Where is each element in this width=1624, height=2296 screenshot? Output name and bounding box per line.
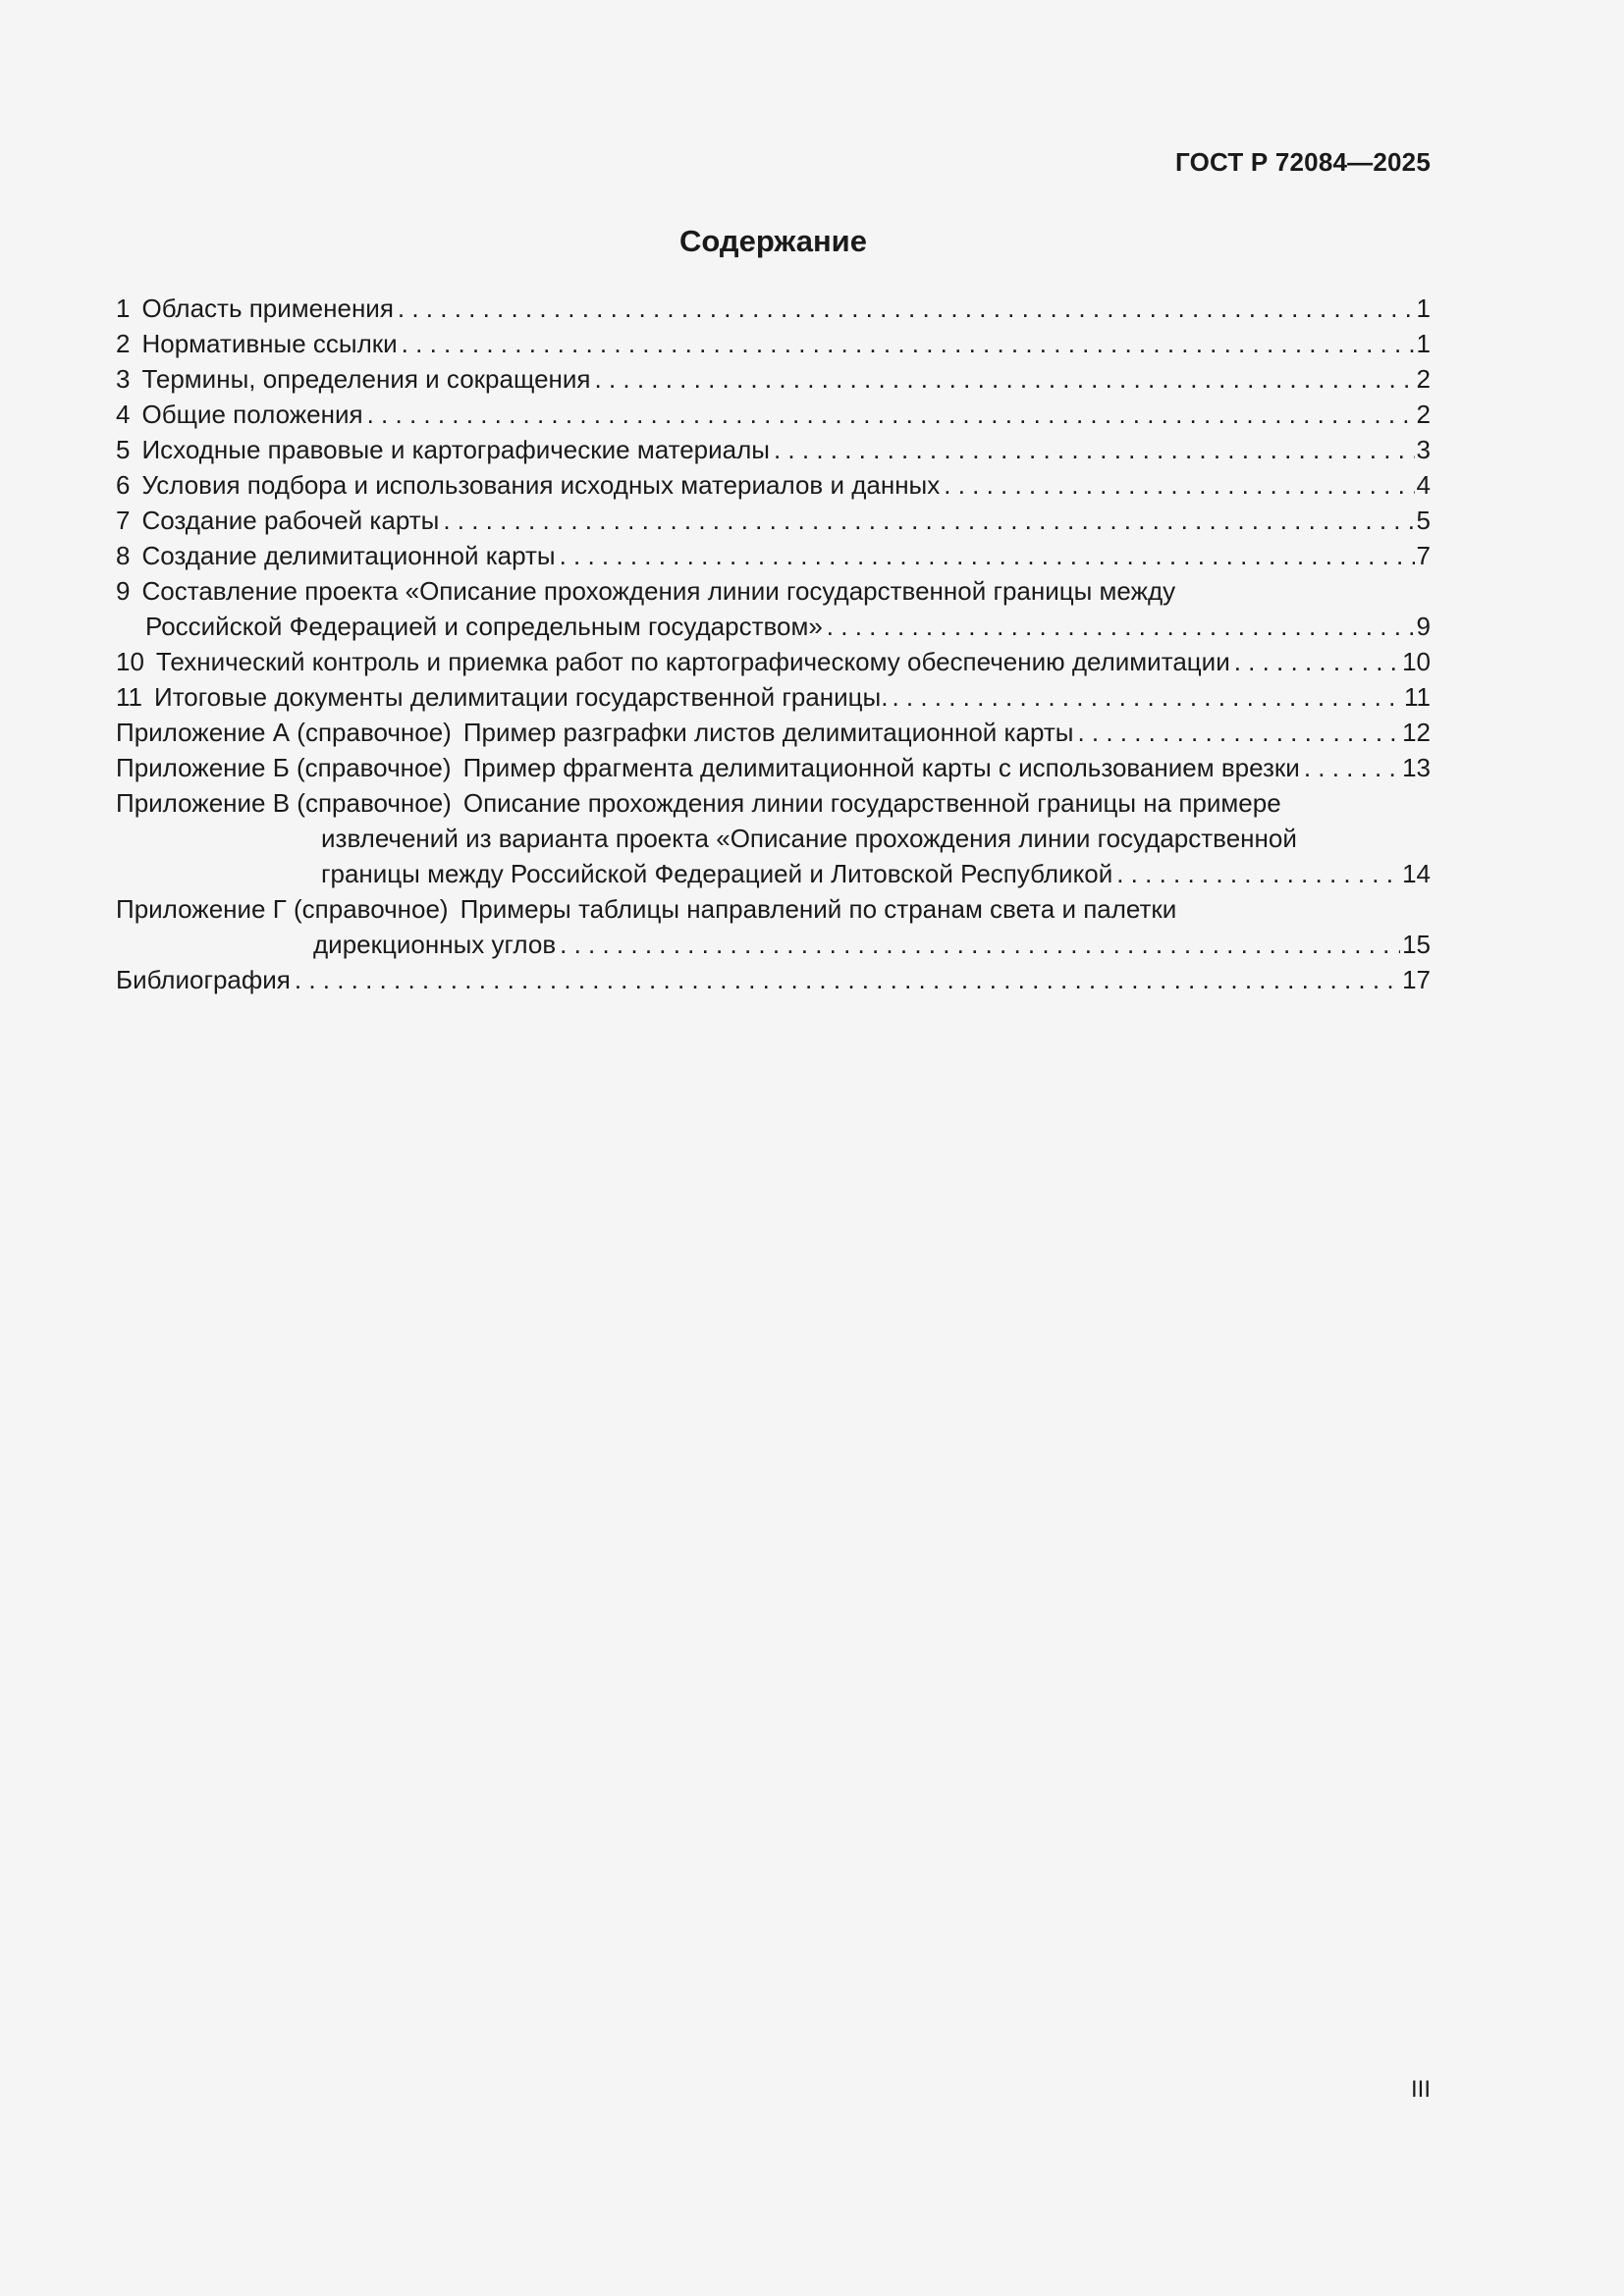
toc-entry-6[interactable]	[116, 467, 1431, 503]
bibliography-title: Библиография	[116, 965, 291, 994]
document-code: ГОСТ Р 72084—2025	[1175, 147, 1431, 177]
page-number: III	[1410, 2076, 1431, 2103]
toc-entry-title: Итоговые документы делимитации государственной границы.	[154, 682, 889, 712]
dot-leader	[827, 609, 1415, 644]
toc-entry-number: 1	[116, 294, 131, 323]
toc-entry-number: 7	[116, 506, 131, 535]
dot-leader	[402, 326, 1415, 361]
dot-leader	[1116, 856, 1400, 891]
toc-entry-page: 1	[1416, 294, 1431, 323]
dot-leader	[367, 397, 1415, 432]
toc-entry-page: 1	[1416, 329, 1431, 358]
toc-entry-title: Общие положения	[141, 400, 363, 429]
toc-entry-page: 7	[1416, 541, 1431, 570]
toc-entry-title: Область применения	[141, 294, 394, 323]
dot-leader	[944, 467, 1414, 503]
dot-leader	[1077, 715, 1400, 750]
appendix-page: 14	[1402, 859, 1431, 888]
dot-leader	[1234, 644, 1400, 679]
toc-entry-page: 2	[1416, 400, 1431, 429]
appendix-label: Приложение А (справочное)	[116, 718, 452, 747]
appendix-page: 12	[1402, 718, 1431, 747]
toc-entry-title: Создание рабочей карты	[141, 506, 440, 535]
dot-leader	[443, 503, 1414, 538]
appendix-title: Пример разграфки листов делимитационной карты	[462, 718, 1074, 747]
table-of-contents	[116, 291, 1431, 997]
toc-entry-11[interactable]	[116, 679, 1431, 715]
toc-entry-number: 4	[116, 400, 131, 429]
toc-entry-title: Нормативные ссылки	[141, 329, 398, 358]
toc-title: Содержание	[679, 224, 867, 258]
toc-entry-number: 8	[116, 541, 131, 570]
appendix-label: Приложение В (справочное)	[116, 788, 452, 818]
appendix-title-line2: извлечений из варианта проекта «Описание прохождения линии государственной	[321, 824, 1297, 853]
dot-leader	[1304, 750, 1400, 785]
toc-entry-title: Термины, определения и сокращения	[141, 364, 591, 394]
toc-appendix-g[interactable]	[116, 891, 1431, 962]
toc-entry-10[interactable]	[116, 644, 1431, 679]
toc-entry-page: 5	[1416, 506, 1431, 535]
toc-entry-page: 9	[1416, 612, 1431, 641]
toc-entry-7[interactable]	[116, 503, 1431, 538]
toc-entry-9[interactable]	[116, 573, 1431, 644]
toc-entry-page: 3	[1416, 435, 1431, 464]
toc-entry-5[interactable]	[116, 432, 1431, 467]
dot-leader	[560, 538, 1415, 573]
toc-entry-page: 2	[1416, 364, 1431, 394]
toc-entry-number: 6	[116, 470, 131, 500]
appendix-page: 15	[1402, 930, 1431, 959]
toc-entry-4[interactable]	[116, 397, 1431, 432]
toc-entry-number: 9	[116, 576, 131, 606]
toc-entry-title: Технический контроль и приемка работ по картографическому обеспечению делимитации	[155, 647, 1230, 676]
dot-leader	[295, 962, 1400, 997]
appendix-title-line2: дирекционных углов	[313, 930, 557, 959]
toc-entry-3[interactable]	[116, 361, 1431, 397]
appendix-title-line1: Примеры таблицы направлений по странам света и палетки	[460, 894, 1177, 924]
toc-entry-number: 3	[116, 364, 131, 394]
dot-leader	[892, 679, 1402, 715]
toc-entry-2[interactable]	[116, 326, 1431, 361]
toc-entry-number: 10	[116, 647, 144, 676]
toc-entry-title-line2: Российской Федерацией и сопредельным государством»	[145, 612, 823, 641]
toc-entry-8[interactable]	[116, 538, 1431, 573]
toc-entry-title: Условия подбора и использования исходных материалов и данных	[141, 470, 941, 500]
toc-entry-page: 10	[1402, 647, 1431, 676]
dot-leader	[560, 927, 1400, 962]
toc-entry-number: 5	[116, 435, 131, 464]
toc-bibliography[interactable]	[116, 962, 1431, 997]
toc-appendix-a[interactable]	[116, 715, 1431, 750]
toc-entry-title: Создание делимитационной карты	[141, 541, 556, 570]
appendix-label: Приложение Г (справочное)	[116, 894, 449, 924]
toc-entry-title: Исходные правовые и картографические материалы	[141, 435, 770, 464]
dot-leader	[595, 361, 1415, 397]
appendix-title-line1: Описание прохождения линии государственной границы на примере	[462, 788, 1281, 818]
appendix-label: Приложение Б (справочное)	[116, 753, 452, 782]
toc-entry-1[interactable]	[116, 291, 1431, 326]
toc-appendix-b[interactable]	[116, 750, 1431, 785]
toc-entry-number: 11	[116, 682, 142, 712]
toc-entry-number: 2	[116, 329, 131, 358]
toc-entry-page: 4	[1416, 470, 1431, 500]
appendix-title-line3: границы между Российской Федерацией и Литовской Республикой	[321, 859, 1113, 888]
bibliography-page: 17	[1402, 965, 1431, 994]
toc-entry-title-line1: Составление проекта «Описание прохождения линии государственной границы между	[141, 576, 1176, 606]
dot-leader	[398, 291, 1415, 326]
appendix-title: Пример фрагмента делимитационной карты с использованием врезки	[462, 753, 1300, 782]
toc-appendix-v[interactable]	[116, 785, 1431, 891]
appendix-page: 13	[1402, 753, 1431, 782]
dot-leader	[774, 432, 1415, 467]
toc-entry-page: 11	[1404, 682, 1431, 712]
